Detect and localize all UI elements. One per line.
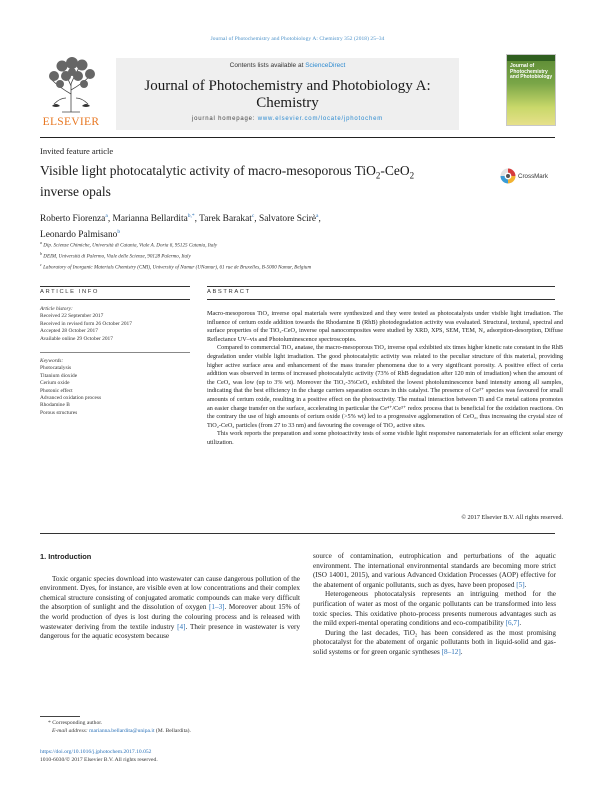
author-sep: , xyxy=(254,214,259,225)
abstract-paragraph-1: Macro-mesoporous TiO₂ inverse opal materials were synthesized and they were tested as photocatalysts under visible light irradiation. The influence of cerium oxide addition towards the Rhodamine B (RhB) photodegradation activity was evaluated. Structural, textural, spectral and surface properties of the TiO₂-CeO₂ inverse opal nanocomposites were studied by XRD, XPS, SEM, TEM, N₂ adsorption-desorption, Diffuse Reflectance UV–vis and Photoluminescence spectroscopies. xyxy=(207,310,563,343)
author-4-affil[interactable]: a xyxy=(316,213,319,219)
contents-line xyxy=(116,62,459,69)
affil-text: DEIM, Università di Palermo, Viale delle Scienze, 90128 Palermo, Italy xyxy=(43,253,191,260)
author-5[interactable]: Leonardo Palmisano xyxy=(40,229,118,240)
author-4[interactable]: Salvatore Scirè xyxy=(258,214,316,225)
keyword-item: Cerium oxide xyxy=(40,380,70,387)
title-part-1: Visible light photocatalytic activity of macro-mesoporous TiO xyxy=(40,163,376,178)
title-part-2: -CeO xyxy=(380,163,410,178)
affiliation-b xyxy=(40,250,555,261)
cover-title: Journal of Photochemistry and Photobiology xyxy=(510,63,553,80)
paragraph-text: . xyxy=(460,647,463,656)
abstract-rule-bottom xyxy=(207,299,555,300)
paragraph-text: . xyxy=(524,580,527,589)
email-after: (M. Bellardita). xyxy=(154,728,191,734)
body-paragraph xyxy=(313,552,556,590)
article-title xyxy=(40,163,480,200)
footnote xyxy=(40,719,300,735)
paragraph-text: . Moreover about 15% of the world production of dyes is lost during the colouring process and is released with wastewater deriving from the textile industry xyxy=(40,603,300,631)
corresponding-author-note: * Corresponding author. xyxy=(48,720,103,726)
issn-line: 1010-6030/© 2017 Elsevier B.V. All rights reserved. xyxy=(40,757,158,763)
paragraph-text: Heterogeneous photocatalysis represents an intriguing method for the purification of water as most of the organic pollutants can be transformed into less toxic species. This oxidative photo-process presents numerous advantages such as the mild experi-mental operating conditions and eco-compatibility xyxy=(313,590,556,628)
reference-link[interactable]: [4] xyxy=(177,622,186,631)
abstract-rule-top xyxy=(207,286,555,287)
body-left-column xyxy=(40,552,300,642)
history-revised: Received in revised form 26 October 2017 xyxy=(40,320,132,327)
keyword-item: Photocatalysis xyxy=(40,365,72,372)
affiliations xyxy=(40,239,555,272)
reference-link[interactable]: [1–3] xyxy=(208,603,225,612)
abstract-end-rule xyxy=(40,533,555,534)
abstract-paragraph-2: Compared to commercial TiO₂ anatase, the macro-mesoporous TiO₂ inverse opal exhibited six times higher kinetic rate constant in the RhB degradation under visible light irradiation. The good photocatalytic activity was related to the peculiar structure of this material, providing higher active surface area and enhancement of the mass transfer phenomena due to a very significant porosity. A positive effect of ceria addition was observed in terms of increased photocatalytic activity (73% of RhB degradation after 120 min of irradiation) when the amount of the CeO₂ was low (up to 3% wt). Moreover the TiO₂-3%CeO₂ exhibited the lowest photoluminescence band intensity among all samples, indicating that the best efficiency in the charge carriers separation occurs in this catalyst. The presence of Ce³⁺ species was favoured for small amounts of cerium oxide, resulting in a positive effect on the photoactivity. The mutual interaction between Ti and Ce metal cations promotes an easier charge transfer on the surface, accelerating in particular the Ce⁴⁺/Ce³⁺ redox process that is beneficial for the oxidation reactions. On the contrary the use of high amounts of cerium oxide (>5% wt) led to a progressive agglomeration of CeO₂, thus increasing the crystal size of TiO₂-CeO₂ particles (from 27 to 33 nm) and favouring the coverage of TiO₂ active sites. xyxy=(207,344,563,429)
affil-label: a xyxy=(40,240,42,245)
abstract-copyright: © 2017 Elsevier B.V. All rights reserved. xyxy=(461,514,563,521)
email-line xyxy=(40,727,300,735)
keyword-item: Photonic effect xyxy=(40,387,73,394)
journal-homepage xyxy=(116,116,459,122)
body-paragraph xyxy=(40,575,300,642)
paragraph-text: . Their presence in wastewater is very dangerous for the aquatic ecosystem because xyxy=(40,622,300,641)
author-1-affil[interactable]: a xyxy=(105,213,108,219)
paragraph-text: source of contamination, eutrophication and perturbations of the aquatic environment. The international environmental standards are becoming more strict (ISO 14001, 2015), and various Advanced Oxidation Processes (AOP) effective for the abatement of organic pollutants, such as dyes, have been proposed xyxy=(313,552,556,589)
crossmark-badge[interactable] xyxy=(500,168,556,190)
crossmark-icon xyxy=(500,168,516,184)
keyword-item: Rhodamine B xyxy=(40,402,70,409)
paragraph-text: Toxic organic species download into wastewater can cause dangerous pollution of the environment. Dyes, for instance, are visible even at low concentrations and their complex chemical structure consisting of conjugated aromatic compounds can make very difficult the absorption of sunlight and the dissolution of oxygen xyxy=(40,574,300,612)
author-sep: , xyxy=(107,214,113,225)
history-divider xyxy=(40,352,190,353)
affil-label: c xyxy=(40,261,42,267)
body-right-column xyxy=(313,552,556,658)
author-sep: , xyxy=(194,214,200,225)
keyword-item: Advanced oxidation process xyxy=(40,395,102,402)
journal-citation[interactable]: Journal of Photochemistry and Photobiology A: Chemistry 352 (2018) 25–34 xyxy=(210,36,385,42)
keywords-label: Keywords: xyxy=(40,358,64,364)
abstract-body xyxy=(207,310,563,448)
keyword-item: Porous structures xyxy=(40,409,78,416)
homepage-link[interactable]: www.elsevier.com/locate/jphotochem xyxy=(257,116,384,122)
sciencedirect-link[interactable]: ScienceDirect xyxy=(305,62,346,69)
doi-block xyxy=(40,748,300,764)
reference-link[interactable]: [8–12] xyxy=(441,647,461,656)
contents-label: Contents lists available at xyxy=(229,62,304,69)
author-5-affil[interactable]: b xyxy=(117,228,121,235)
author-2[interactable]: Marianna Bellardita xyxy=(112,214,188,225)
body-paragraph xyxy=(313,629,556,658)
crossmark-label: CrossMark xyxy=(518,173,548,180)
introduction-heading: 1. Introduction xyxy=(40,552,92,561)
article-history xyxy=(40,306,190,343)
title-subscript-2: 2 xyxy=(409,170,415,181)
article-type: Invited feature article xyxy=(40,146,114,156)
footnote-rule xyxy=(40,716,80,717)
keyword-item: Titanium dioxide xyxy=(40,372,78,379)
author-3-affil[interactable]: c xyxy=(251,213,255,219)
article-info-rule-top xyxy=(40,286,190,287)
homepage-label: journal homepage: xyxy=(191,116,256,122)
reference-link[interactable]: [6,7] xyxy=(505,619,520,628)
email-label: E-mail address: xyxy=(52,728,88,734)
history-label: Article history: xyxy=(40,306,73,312)
reference-link[interactable]: [5] xyxy=(516,580,525,589)
cover-band xyxy=(507,55,555,61)
title-part-3: inverse opals xyxy=(40,183,111,199)
author-2-affil[interactable]: b,* xyxy=(187,213,195,219)
journal-title: Journal of Photochemistry and Photobiology A: Chemistry xyxy=(144,78,431,111)
author-1[interactable]: Roberto Fiorenza xyxy=(40,214,106,225)
email-link[interactable]: marianna.bellardita@unipa.it xyxy=(89,728,155,734)
author-sep: , xyxy=(318,214,321,225)
affil-text: Dip. Scienze Chimiche, Università di Catania, Viale A. Doria 6, 95125 Catania, Italy xyxy=(43,242,218,249)
history-received: Received 22 September 2017 xyxy=(40,313,104,320)
abstract-heading: ABSTRACT xyxy=(207,289,251,295)
body-paragraph xyxy=(313,590,556,628)
affiliation-c xyxy=(40,261,555,272)
journal-masthead xyxy=(40,52,555,134)
affiliation-a xyxy=(40,239,555,250)
affil-label: b xyxy=(40,250,42,256)
history-online: Available online 29 October 2017 xyxy=(40,335,113,342)
title-subscript-1: 2 xyxy=(375,170,381,181)
article-info-rule-bottom xyxy=(40,299,190,300)
history-accepted: Accepted 28 October 2017 xyxy=(40,328,98,335)
paragraph-text: . xyxy=(519,619,522,628)
doi-link[interactable]: https://doi.org/10.1016/j.jphotochem.2017.10.052 xyxy=(40,749,152,755)
abstract-paragraph-3: This work reports the preparation and some photoactivity tests of some visible light responsive nanomaterials for an efficient solar energy utilization. xyxy=(207,430,563,446)
affil-text: Laboratory of Inorganic Materials Chemistry (CMI), University of Namur (UNamur), 61 rue de Bruxelles, B-5000 Namur, Belgium xyxy=(43,264,312,271)
masthead-divider xyxy=(40,137,555,138)
paragraph-text: During the last decades, TiO₂ has been considered as the most promising photocatalyst for the abatement of organic pollutants both in liquid-solid and gas-solid systems or for green organic syntheses xyxy=(313,628,556,656)
author-3[interactable]: Tarek Barakat xyxy=(199,214,252,225)
publisher-name[interactable]: ELSEVIER xyxy=(42,116,100,128)
author-list xyxy=(40,210,555,241)
article-info-heading: ARTICLE INFO xyxy=(40,289,100,295)
keywords xyxy=(40,358,190,417)
journal-cover-thumbnail[interactable] xyxy=(506,54,556,126)
